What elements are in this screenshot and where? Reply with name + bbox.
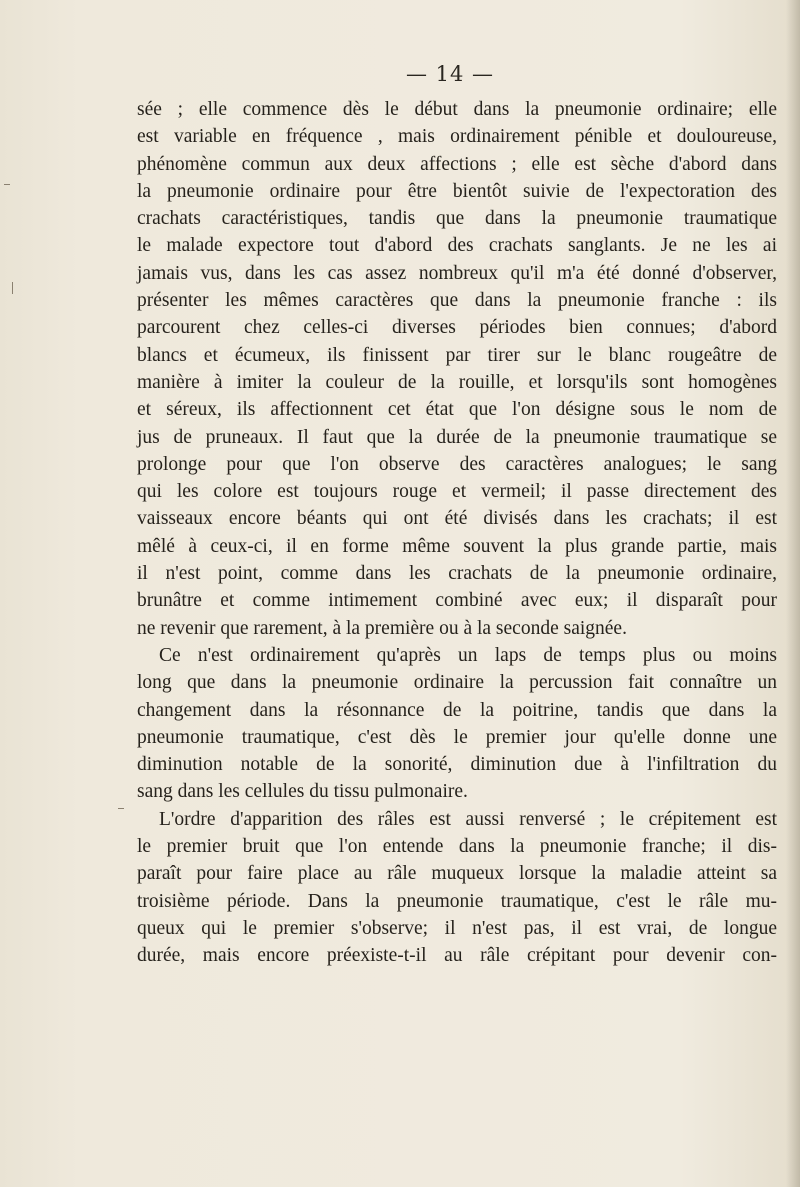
text-line: jus de pruneaux. Il faut que la durée de la pneumonie traumatique se [137,426,777,448]
text-line: crachats caractéristiques, tandis que dans la pneumonie traumatique [137,208,777,230]
text-line: prolonge pour que l'on observe des caractères analogues; le sang [137,453,777,475]
text-line: blancs et écumeux, ils finissent par tirer sur le blanc rougeâtre de [137,344,777,366]
text-line: troisième période. Dans la pneumonie traumatique, c'est le râle mu- [137,890,777,912]
text-line: manière à imiter la couleur de la rouille, et lorsqu'ils sont homogènes [137,371,777,393]
margin-mark [4,184,10,185]
text-line: jamais vus, dans les cas assez nombreux qu'il m'a été donné d'observer, [137,262,777,284]
text-line: ne revenir que rarement, à la première ou à la seconde saignée. [137,617,627,639]
text-line: parcourent chez celles-ci diverses périodes bien connues; d'abord [137,317,777,339]
text-line: vaisseaux encore béants qui ont été divisés dans les crachats; il est [137,508,777,530]
margin-mark [118,808,124,809]
text-line: sang dans les cellules du tissu pulmonaire. [137,781,468,803]
text-line: il n'est point, comme dans les crachats de la pneumonie ordinaire, [137,563,777,585]
text-line: sée ; elle commence dès le début dans la pneumonie ordinaire; elle [137,99,777,120]
text-line: paraît pour faire place au râle muqueux lorsque la maladie atteint sa [137,863,777,885]
text-line: diminution notable de la sonorité, diminution due à l'infiltration du [137,754,777,776]
text-line: phénomène commun aux deux affections ; elle est sèche d'abord dans [137,153,777,175]
text-line: est variable en fréquence , mais ordinairement pénible et douloureuse, [137,126,777,148]
text-line: brunâtre et comme intimement combiné avec eux; il disparaît pour [137,590,777,612]
text-line: Ce n'est ordinairement qu'après un laps de temps plus ou moins [159,644,777,666]
text-line: et séreux, ils affectionnent cet état que l'on désigne sous le nom de [137,399,777,421]
text-line: queux qui le premier s'observe; il n'est pas, il est vrai, de longue [137,917,777,939]
text-line: qui les colore est toujours rouge et vermeil; il passe directement des [137,481,777,503]
text-line: pneumonie traumatique, c'est dès le premier jour qu'elle donne une [137,726,777,748]
text-line: présenter les mêmes caractères que dans la pneumonie franche : ils [137,290,777,312]
body-text [137,96,777,970]
text-line: L'ordre d'apparition des râles est aussi renversé ; le crépitement est [159,808,777,830]
text-line: changement dans la résonnance de la poitrine, tandis que dans la [137,699,777,721]
page-edge-shadow [786,0,800,1187]
text-line: long que dans la pneumonie ordinaire la percussion fait connaître un [137,672,777,694]
text-line: mêlé à ceux-ci, il en forme même souvent la plus grande partie, mais [137,535,777,557]
text-line: le premier bruit que l'on entende dans la pneumonie franche; il dis- [137,836,777,858]
text-line: le malade expectore tout d'abord des crachats sanglants. Je ne les ai [137,235,777,257]
page-number: — 14 — [405,62,495,86]
margin-mark [12,282,13,294]
text-line: durée, mais encore préexiste-t-il au râle crépitant pour devenir con- [137,945,777,967]
text-line: la pneumonie ordinaire pour être bientôt suivie de l'expectoration des [137,180,777,202]
